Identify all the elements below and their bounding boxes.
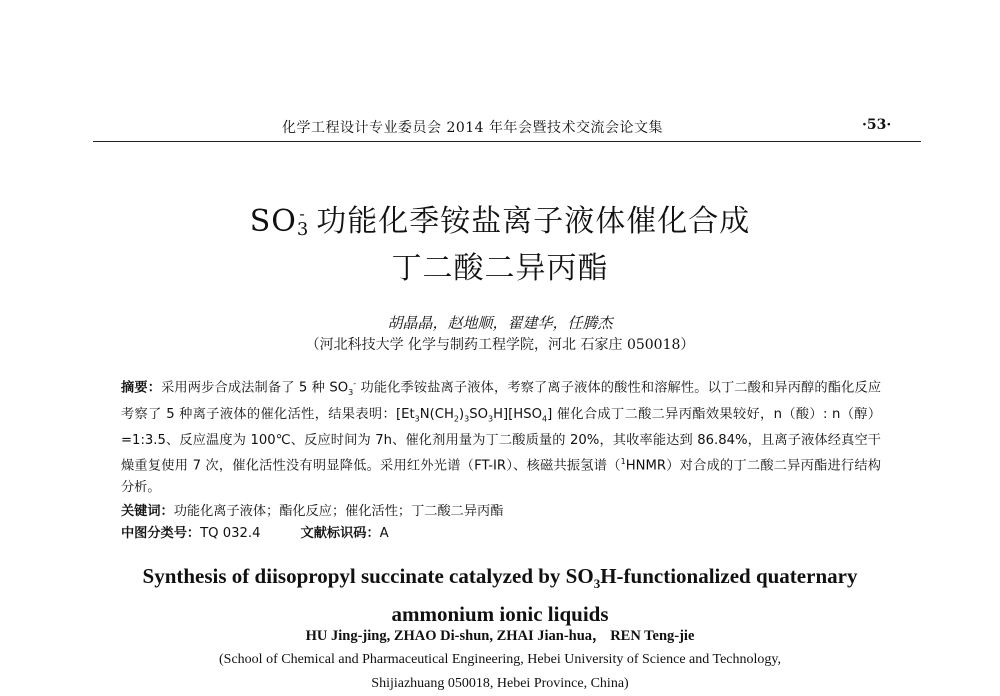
english-affiliation xyxy=(0,648,1000,696)
classification-line xyxy=(121,522,389,541)
abstract-sub: 3 xyxy=(414,414,420,424)
english-title-part-1: Synthesis of diisopropyl succinate catalyzed by SO xyxy=(142,564,594,588)
doc-code-label: 文献标识码： xyxy=(300,526,380,541)
title-line-1-text: 功能化季铵盐离子液体催化合成 xyxy=(316,204,751,239)
chinese-title-line-1 xyxy=(0,196,1000,240)
clc-value: TQ 032.4 xyxy=(200,526,261,541)
abstract-sub: 3 xyxy=(464,414,470,424)
abstract-text: ) xyxy=(458,406,465,422)
english-affiliation-line-1: (School of Chemical and Pharmaceutical Engineering, Hebei University of Science and Technology, xyxy=(219,652,781,667)
english-title-part-2: H-functionalized quaternary xyxy=(600,564,858,588)
english-affiliation-line-2: Shijiazhuang 050018, Hebei Province, China) xyxy=(371,676,629,691)
keywords xyxy=(121,500,503,519)
abstract-label: 摘要： xyxy=(121,380,162,396)
clc-label: 中图分类号： xyxy=(121,526,201,541)
abstract-sup: 1 xyxy=(620,457,626,467)
title-formula-superscript: - xyxy=(299,204,306,223)
abstract-text: HNMR）对合成的丁二酸二异丙酯进行结构分析。 xyxy=(121,458,881,496)
chinese-authors: 胡晶晶，赵地顺，翟建华，任腾杰 xyxy=(387,314,613,332)
abstract-sub: 2 xyxy=(453,414,459,424)
abstract-text: 功能化季铵盐离子液体，考察了离子液体的酸性和溶解性。以丁二酸和异丙醇的酯化反应考察了 5 种离子液体的催化活性，结果表明：[Et xyxy=(121,380,882,422)
abstract-sub: 4 xyxy=(541,414,548,424)
chinese-affiliation: （河北科技大学 化学与制药工程学院，河北 石家庄 050018） xyxy=(305,337,695,353)
english-title-subscript: 3 xyxy=(593,576,601,592)
abstract-sub: 3 xyxy=(348,388,354,398)
english-title-line-2: ammonium ionic liquids xyxy=(391,602,609,627)
keywords-text: 功能化离子液体；酯化反应；催化活性；丁二酸二异丙酯 xyxy=(173,504,504,519)
abstract-text: N(CH xyxy=(419,406,454,422)
title-formula-main: SO xyxy=(249,204,297,239)
abstract-sub: 3 xyxy=(488,414,494,424)
header-rule xyxy=(93,141,921,142)
title-formula-subscript: 3 xyxy=(296,219,310,240)
running-header-title: 化学工程设计专业委员会 2014 年年会暨技术交流会论文集 xyxy=(282,120,664,136)
english-authors-part-1: HU Jing-jing, ZHAO Di-shun, ZHAI Jian-hua， xyxy=(305,628,607,644)
abstract-sup: - xyxy=(353,379,357,388)
abstract-text: ] 催化合成丁二酸二异丙酯效果较好，n（酸）: n（醇）=1:3.5、反应温度为 100℃、反应时间为 7h、催化剂用量为丁二酸质量的 20%，其收率能达到 86.84%，且离子液体经真空干燥重复使用 7 次，催化活性没有明显降低。采用红外光谱（FT-IR）、核磁共振氢谱（ xyxy=(121,406,882,474)
page-number: ·53· xyxy=(862,117,892,133)
abstract-text: H][HSO xyxy=(493,406,542,422)
abstract-text: SO xyxy=(469,406,488,422)
abstract-text: 采用两步合成法制备了 5 种 SO xyxy=(161,380,349,396)
english-title xyxy=(0,561,1000,629)
english-authors xyxy=(0,624,1000,645)
doc-code-value: A xyxy=(379,526,389,541)
english-authors-part-2: REN Teng-jie xyxy=(610,628,695,644)
chinese-title-line-2: 丁二酸二异丙酯 xyxy=(391,251,609,286)
chinese-abstract xyxy=(121,373,881,499)
keywords-label: 关键词： xyxy=(121,504,174,519)
